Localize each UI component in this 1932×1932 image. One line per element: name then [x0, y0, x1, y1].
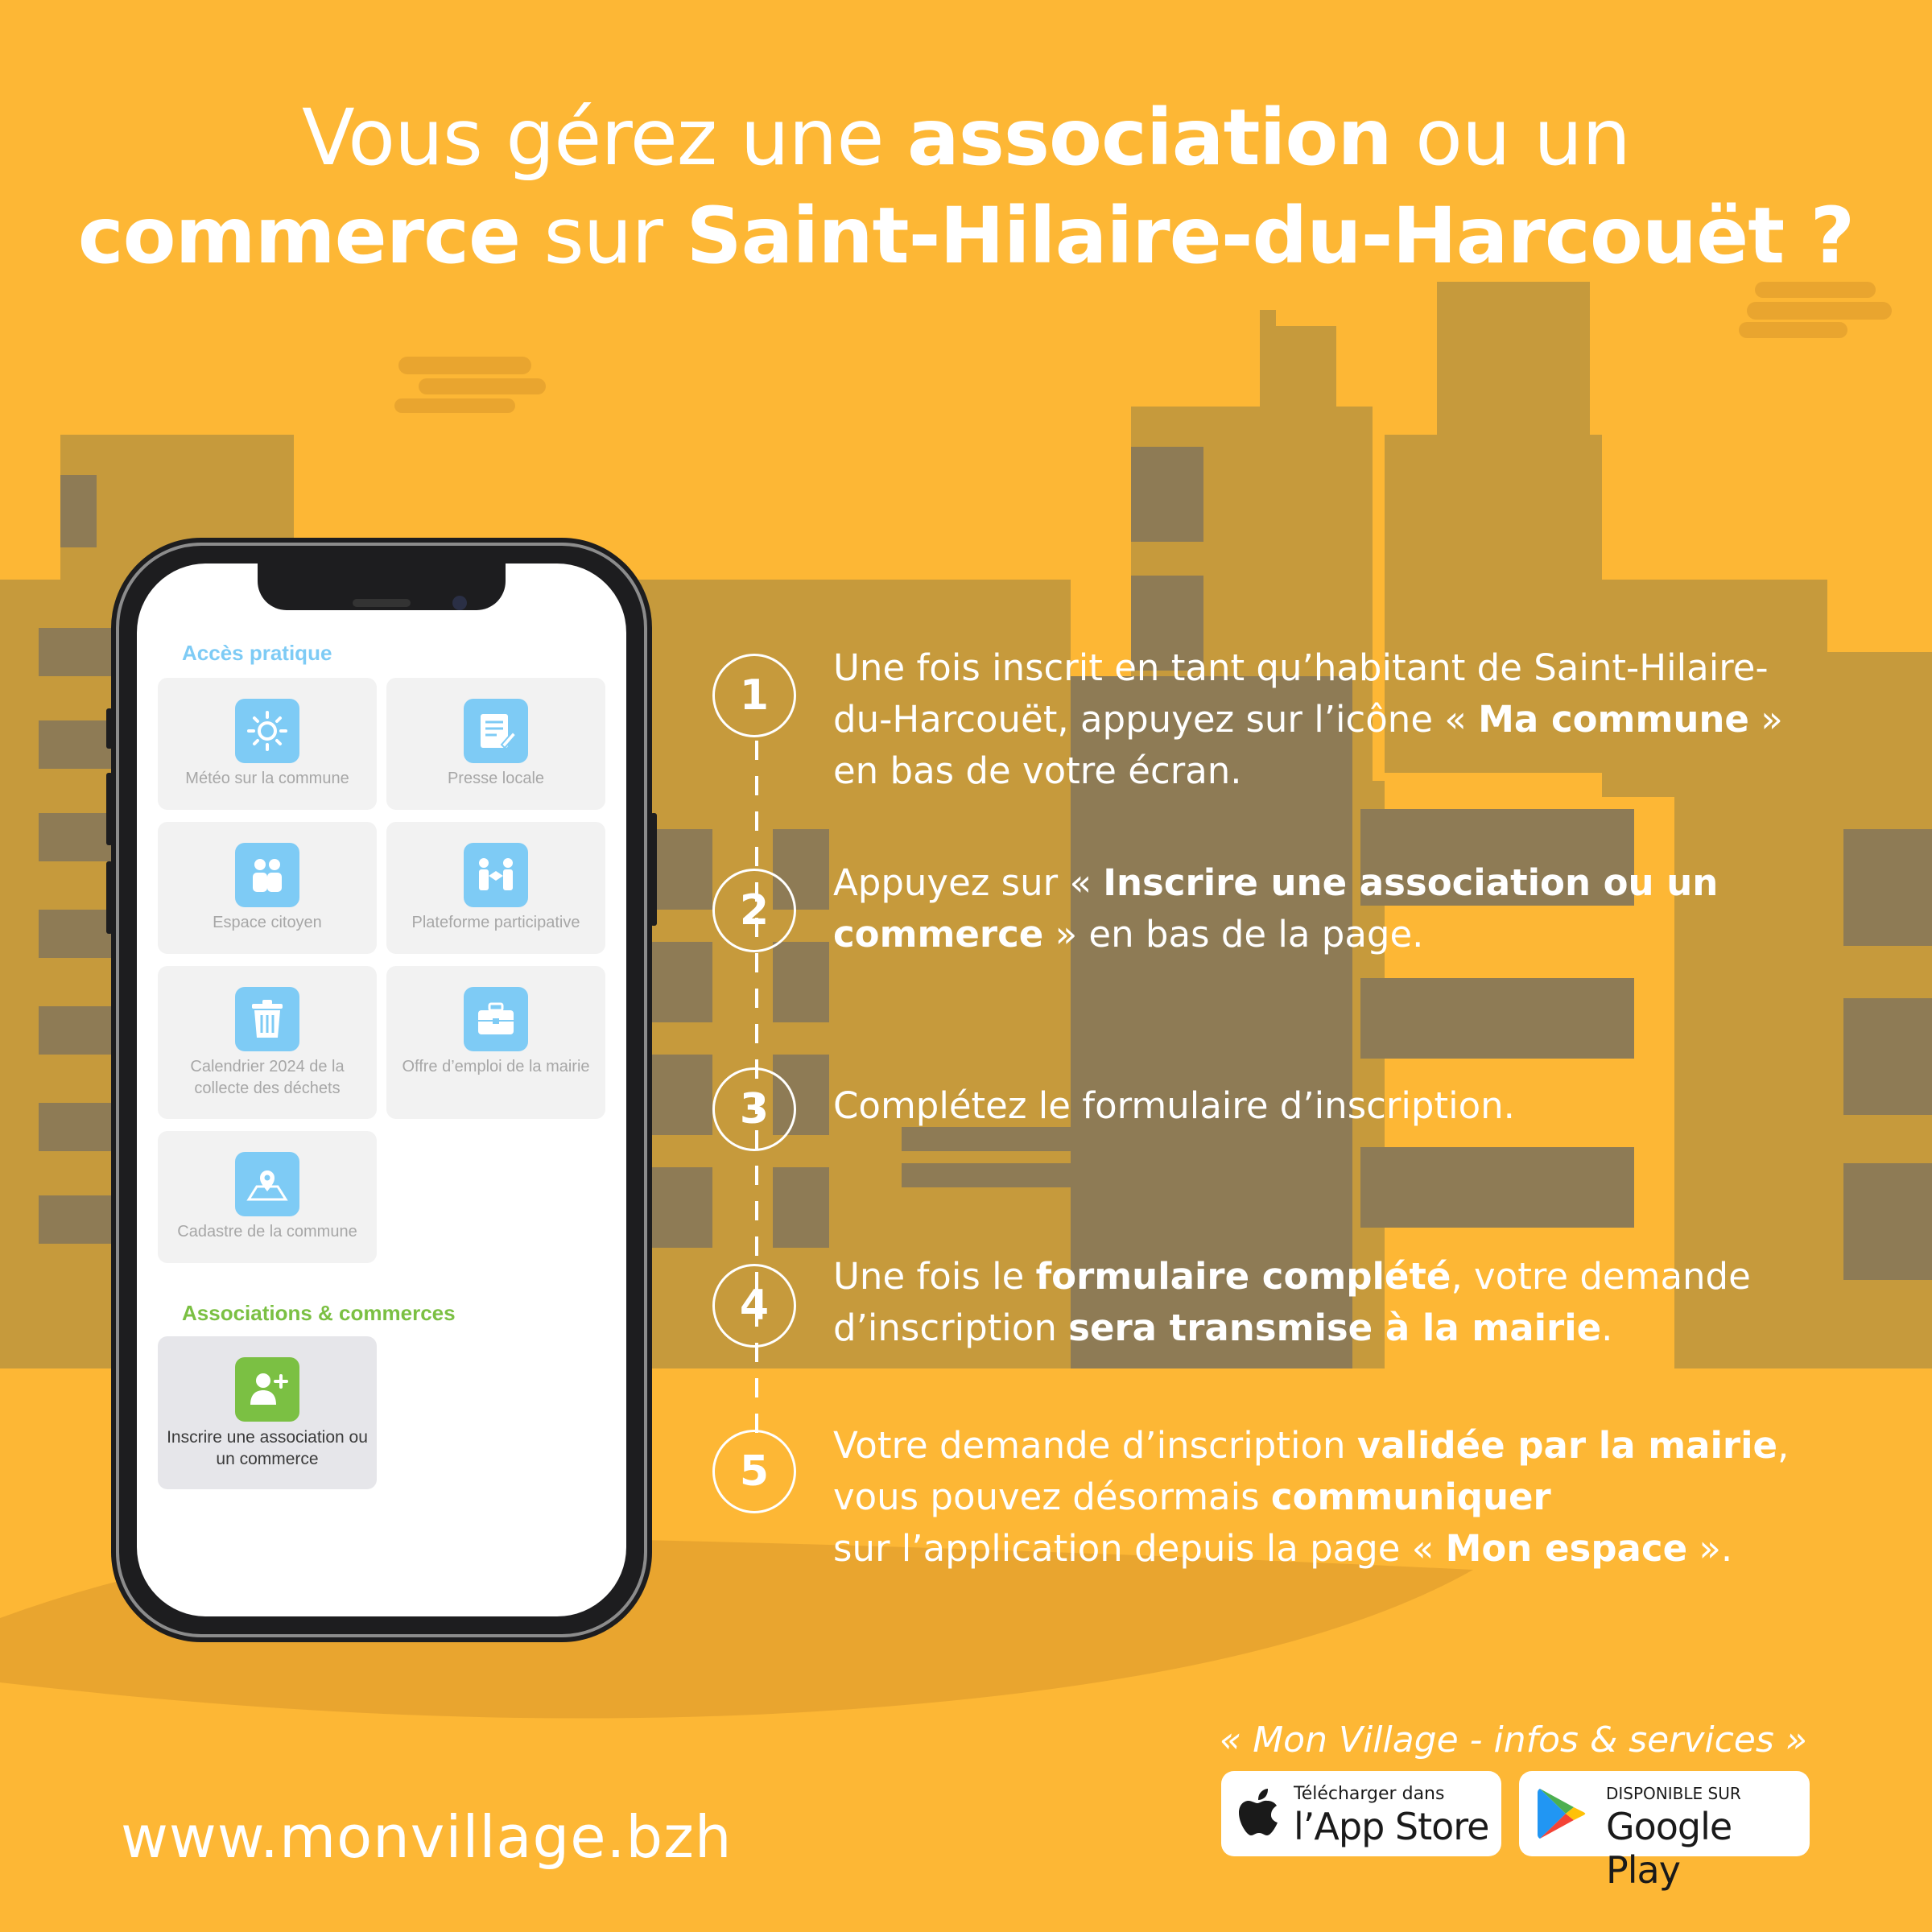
title-text: Vous gérez une: [302, 93, 907, 183]
title-bold: Saint-Hilaire-du-Harcouët ?: [686, 191, 1855, 281]
step-text-part: , votre demande: [1451, 1255, 1751, 1298]
step-bold: formulaire complété: [1035, 1255, 1451, 1298]
step-bold: validée par la mairie: [1356, 1424, 1778, 1467]
step-text-part: vous pouvez désormais: [833, 1476, 1271, 1518]
step-2-text: [833, 857, 1880, 960]
title-line-1: [0, 89, 1932, 187]
step-text-part: Une fois le: [833, 1255, 1036, 1298]
phone-speaker: [353, 599, 411, 607]
tile-label: Cadastre de la commune: [177, 1223, 357, 1241]
phone-camera: [452, 596, 467, 610]
step-line: [833, 1251, 1880, 1302]
step-line: [833, 1523, 1880, 1575]
step-text-part: sur l’application depuis la page «: [833, 1527, 1446, 1570]
tile-label: Presse locale: [447, 770, 545, 787]
step-line: [833, 1420, 1880, 1472]
step-text-part: Votre demande d’inscription: [833, 1424, 1357, 1467]
step-line: [833, 1080, 1880, 1132]
handshake-icon: [464, 843, 528, 907]
app-store-big-text: l’App Store: [1294, 1805, 1489, 1848]
step-line: [833, 857, 1880, 909]
step-text-part: ».: [1687, 1527, 1733, 1570]
step-3-text: [833, 1080, 1880, 1132]
tile-label: Inscrire une association ou un commerce: [167, 1428, 368, 1468]
step-line: [833, 694, 1880, 745]
step-1-text: [833, 642, 1880, 797]
app-store-badge[interactable]: [1221, 1771, 1501, 1856]
step-text-part: d’inscription: [833, 1307, 1069, 1349]
newspaper-icon: [464, 699, 528, 763]
tile-espace-citoyen[interactable]: [158, 822, 377, 954]
step-text-part: »: [1748, 698, 1783, 741]
section-title-access: Accès pratique: [182, 641, 332, 665]
step-text-part: Appuyez sur «: [833, 861, 1104, 904]
tile-offre-emploi[interactable]: [386, 966, 605, 1119]
step-text-part: Une fois inscrit en tant qu’habitant de Saint-Hilaire-: [833, 646, 1769, 689]
apple-icon: [1239, 1789, 1284, 1839]
website-url[interactable]: www.monvillage.bzh: [121, 1803, 733, 1871]
step-bold: Ma commune: [1478, 698, 1749, 741]
step-5-text: [833, 1420, 1880, 1575]
step-line: [833, 1302, 1880, 1354]
step-text-part: en bas de votre écran.: [833, 749, 1242, 792]
step-text-part: du-Harcouët, appuyez sur l’icône «: [833, 698, 1479, 741]
step-line: [833, 909, 1880, 960]
step-2-number: 2: [712, 869, 796, 952]
step-bold: sera transmise à la mairie: [1068, 1307, 1602, 1349]
title-text: ou un: [1391, 93, 1630, 183]
tile-label: Offre d’emploi de la mairie: [402, 1058, 590, 1075]
step-text-part: .: [1601, 1307, 1613, 1349]
google-play-small-text: DISPONIBLE SUR: [1606, 1784, 1741, 1803]
title-bold: commerce: [77, 191, 521, 281]
tile-meteo[interactable]: [158, 678, 377, 810]
app-store-small-text: Télécharger dans: [1294, 1784, 1445, 1804]
phone-screen: [137, 564, 626, 1616]
citizens-icon: [235, 843, 299, 907]
step-4-number: 4: [712, 1264, 796, 1348]
tile-presse[interactable]: [386, 678, 605, 810]
add-user-icon: [235, 1357, 299, 1422]
step-bold: Inscrire une association ou un: [1103, 861, 1719, 904]
map-pin-icon: [235, 1152, 299, 1216]
step-5-number: 5: [712, 1430, 796, 1513]
step-bold: communiquer: [1270, 1476, 1551, 1518]
step-text-part: ,: [1777, 1424, 1790, 1467]
tile-label: Météo sur la commune: [185, 770, 349, 787]
step-text-part: » en bas de la page.: [1043, 913, 1424, 956]
step-1-number: 1: [712, 654, 796, 737]
register-association-button[interactable]: [158, 1336, 377, 1489]
sun-icon: [235, 699, 299, 763]
step-bold: Mon espace: [1445, 1527, 1688, 1570]
trash-icon: [235, 987, 299, 1051]
main-title: [0, 89, 1932, 285]
step-4-text: [833, 1251, 1880, 1354]
step-line: [833, 1472, 1880, 1523]
step-line: [833, 745, 1880, 797]
tile-label: Espace citoyen: [213, 914, 322, 931]
step-line: [833, 642, 1880, 694]
step-text-part: Complétez le formulaire d’inscription.: [833, 1084, 1515, 1127]
phone-mockup: [111, 538, 652, 1642]
briefcase-icon: [464, 987, 528, 1051]
tile-label: Plateforme participative: [411, 914, 580, 931]
google-play-icon: [1537, 1787, 1587, 1840]
title-text: sur: [520, 191, 687, 281]
tile-cadastre[interactable]: [158, 1131, 377, 1263]
title-line-2: [0, 187, 1932, 285]
tile-plateforme[interactable]: [386, 822, 605, 954]
google-play-badge[interactable]: [1519, 1771, 1810, 1892]
title-bold: association: [906, 93, 1392, 183]
app-tagline: « Mon Village - infos & services »: [1220, 1719, 1807, 1761]
step-bold: commerce: [833, 913, 1044, 956]
tile-label: Calendrier 2024 de la collecte des déchets: [190, 1058, 345, 1097]
google-play-big-text: Google Play: [1606, 1805, 1732, 1892]
step-3-number: 3: [712, 1067, 796, 1151]
section-title-associations: Associations & commerces: [182, 1301, 456, 1325]
tile-calendrier[interactable]: [158, 966, 377, 1119]
